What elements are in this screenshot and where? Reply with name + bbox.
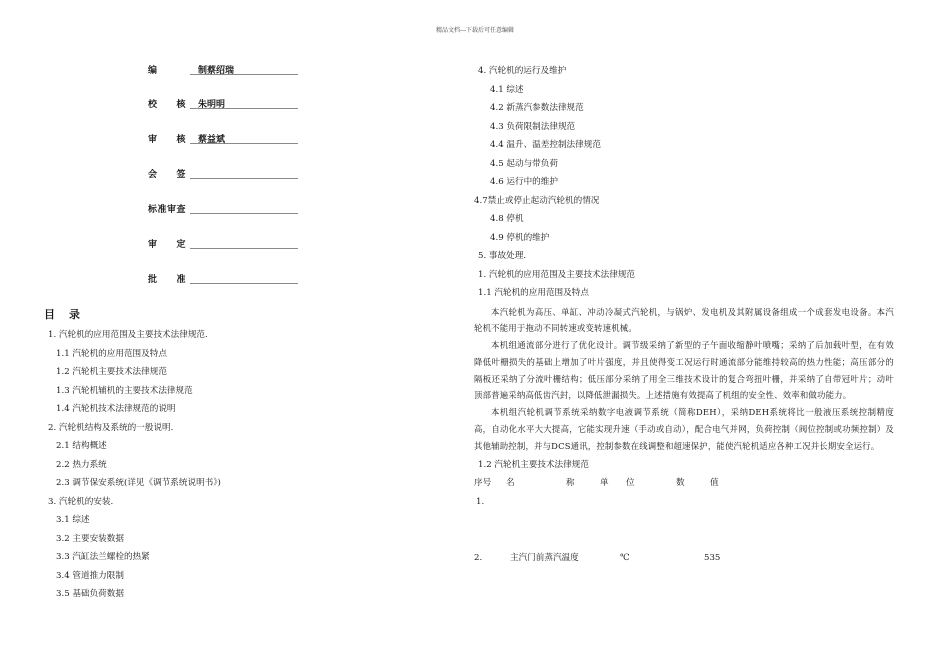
signoff-standard-review-label: 标准审查 (148, 205, 187, 215)
toc-list (44, 326, 424, 604)
body-paragraph: 本机组通流部分进行了优化设计。调节级采纳了新型的子午面收缩静叶喷嘴；采纳了后加载叶型，在有效降低叶栅损失的基础上增加了叶片强度，并且使得变工况运行时通流部分能维持较高的热力性能；高压部分的隔板还采纳了分流叶栅结构；低压部分采纳了用全三维技术设计的复合弯扭叶栅，并采纳了自带冠叶片；动叶顶部普遍采纳高低齿汽封，以降低泄漏损失。上述措施有效提高了机组的安全性、效率和做功能力。 (474, 340, 894, 401)
table-header-name-b: 称 (566, 478, 575, 489)
toc-item: 2.2 热力系统 (56, 459, 107, 470)
signoff-reviewer-name: 蔡益斌 (190, 132, 298, 144)
signoff-countersign-name (190, 167, 298, 179)
toc-item: 2. 汽轮机结构及系统的一般说明. (48, 422, 174, 433)
table-cell-name: 主汽门前蒸汽温度 (510, 552, 579, 563)
table-row (474, 549, 894, 567)
signoff-approve-name (190, 237, 298, 249)
signoff-reviewer-label-b: 核 (176, 135, 186, 145)
table-cell-value: 535 (704, 552, 721, 563)
table-row (474, 493, 894, 549)
signoff-checker-label-a: 校 (148, 100, 158, 110)
toc-item: 1. 汽轮机的应用范围及主要技术法律规范. (48, 330, 208, 340)
signoff-authorize-name (190, 272, 298, 284)
body-paragraph: 本机组汽轮机调节系统采纳数字电液调节系统（简称DEH），采纳DEH系统将比一般液压系统控制精度高，自动化水平大大提高，它能实现升速（手动或自动），配合电气并网，负荷控制（阀位控制或功频控制）及其他辅助控制，并与DCS通讯，控制参数在线调整和超速保护，能使汽轮机适应各种工况并长期安全运行。 (474, 407, 894, 451)
signoff-approve-label-a: 审 (148, 240, 158, 250)
table-header-unit-a: 单 (600, 478, 609, 489)
toc-item: 4.1 综述 (490, 84, 524, 95)
signoff-editor-name: 制蔡绍瑞 (190, 63, 298, 75)
spec-table-header (474, 474, 894, 493)
toc-item: 4.7禁止或停止起动汽轮机的情况 (474, 195, 600, 206)
toc-item: 3.3 汽缸法兰螺栓的热紧 (56, 552, 150, 562)
section-1-1-title: 1.1 汽轮机的应用范围及特点 (478, 288, 589, 298)
toc-item: 2.3 调节保安系统(详见《调节系统说明书》) (56, 478, 221, 488)
table-header-no: 序号 (474, 478, 492, 489)
header-note: 精品文档---下载后可任意编辑 (435, 27, 515, 34)
table-header-unit-b: 位 (626, 478, 635, 489)
toc-item: 4.2 新蒸汽参数法律规范 (490, 103, 584, 113)
toc-item: 4.3 负荷限制法律规范 (490, 121, 576, 132)
signoff-editor-label: 编 (148, 66, 158, 76)
body-paragraphs (474, 304, 894, 455)
toc-item: 4.4 温升、温差控制法律规范 (490, 140, 601, 150)
toc-item: 1.1 汽轮机的应用范围及特点 (56, 348, 167, 359)
section-1-2-title: 1.2 汽轮机主要技术法律规范 (478, 459, 589, 470)
signoff-checker-name: 朱明明 (190, 97, 298, 109)
signoff-checker-label-b: 核 (176, 100, 186, 110)
toc-item: 3.2 主要安装数据 (56, 533, 124, 544)
toc-item: 4. 汽轮机的运行及维护 (478, 66, 567, 76)
toc-item: 4.6 运行中的维护 (490, 177, 558, 187)
signoff-authorize-label-a: 批 (148, 275, 158, 285)
toc-item: 5. 事故处理. (478, 251, 527, 261)
signoff-authorize-label (148, 272, 186, 285)
signoff-reviewer-label (148, 132, 186, 145)
signoff-checker-label (148, 97, 186, 110)
table-header-name-a: 名 (506, 478, 515, 489)
signoff-approve-label-b: 定 (176, 240, 186, 250)
toc-item: 1.3 汽轮机辅机的主要技术法律规范 (56, 385, 193, 396)
signoff-countersign-label (148, 167, 186, 180)
signoff-authorize-label-b: 准 (176, 275, 186, 285)
toc-item: 2.1 结构概述 (56, 441, 107, 451)
toc-list-continued (474, 62, 894, 266)
signoff-standard-review-name (190, 202, 298, 214)
toc-item: 1.4 汽轮机技术法律规范的说明 (56, 404, 176, 414)
toc-item: 3.4 管道推力限制 (56, 570, 124, 581)
toc-item: 4.5 起动与带负荷 (490, 158, 558, 169)
table-cell-unit: ℃ (620, 552, 630, 563)
table-cell-no: 1. (476, 496, 485, 507)
signoff-countersign-label-b: 签 (176, 170, 186, 180)
toc-item: 4.8 停机 (490, 214, 524, 224)
table-header-value-b: 值 (710, 478, 719, 489)
section-1-title: 1. 汽轮机的应用范围及主要技术法律规范 (478, 269, 636, 280)
table-header-value-a: 数 (676, 478, 685, 489)
signoff-countersign-label-a: 会 (148, 170, 158, 180)
toc-item: 3. 汽轮机的安装. (48, 496, 114, 507)
toc-title: 目录 (44, 308, 94, 321)
toc-item: 3.1 综述 (56, 515, 90, 525)
signoff-approve-label (148, 237, 186, 250)
right-column (474, 62, 894, 567)
toc-item: 1.2 汽轮机主要技术法律规范 (56, 367, 167, 377)
signoff-reviewer-label-a: 审 (148, 135, 158, 145)
toc-item: 3.5 基础负荷数据 (56, 589, 124, 599)
table-cell-no: 2. (474, 552, 483, 563)
toc-item: 4.9 停机的维护 (490, 232, 550, 243)
body-paragraph: 本汽轮机为高压、单缸、冲动冷凝式汽轮机，与锅炉、发电机及其附属设备组成一个成套发电设备。本汽轮机不能用于拖动不同转速或变转速机械。 (474, 306, 894, 334)
